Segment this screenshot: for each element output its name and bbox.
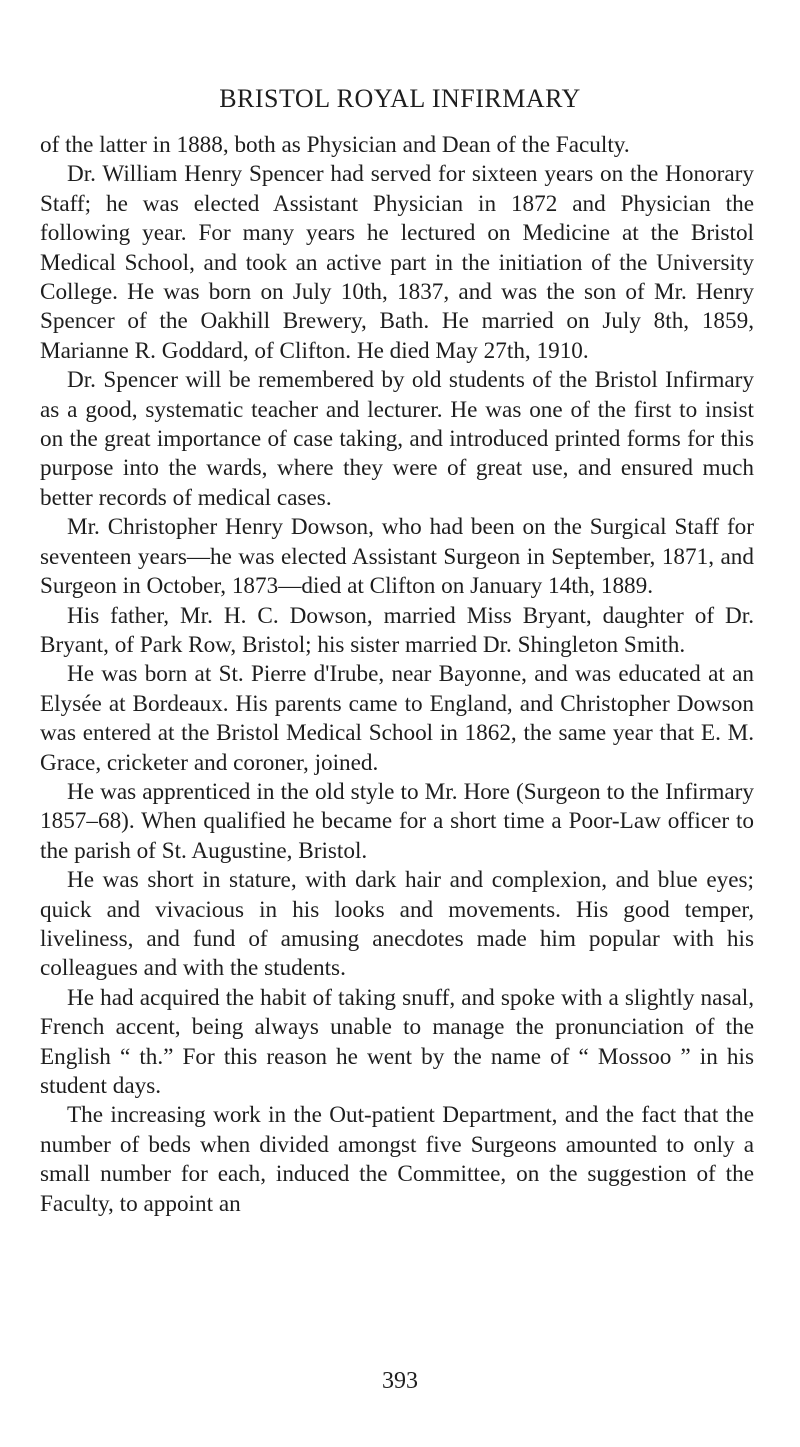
paragraph-dowson-family: His father, Mr. H. C. Dowson, married Miss Bryant, daughter of Dr. Bryant, of Park Row, Bristol; his sister married Dr. Shingleton Smith. (40, 602, 754, 658)
paragraph-dowson-apprenticeship: He was apprenticed in the old style to Mr. Hore (Surgeon to the Infirmary 1857–68). When qualified he became for a short time a Poor-Law officer to the parish of St. Augustine, Bristol. (40, 778, 754, 864)
body-text (40, 131, 754, 1219)
paragraph-dowson-intro: Mr. Christopher Henry Dowson, who had been on the Surgical Staff for seventeen years—he was elected Assistant Surgeon in September, 1871, and Surgeon in October, 1873—died at Clifton on January 14th, 1889. (40, 514, 754, 600)
paragraph-dowson-snuff: He had acquired the habit of taking snuff, and spoke with a slightly nasal, French accent, being always unable to manage the pronunciation of the English “ th.” For this reason he went by the name of “ Mossoo ” in his student days. (40, 984, 754, 1099)
paragraph-spencer-teacher: Dr. Spencer will be remembered by old students of the Bristol Infirmary as a good, systematic teacher and lecturer. He was one of the first to insist on the great importance of case taking, and introduced printed forms for this purpose into the wards, where they were of great use, and ensured much better records of medical cases. (40, 367, 754, 511)
paragraph-outpatient-department: The increasing work in the Out-patient Department, and the fact that the number of beds when divided amongst five Surgeons amounted to only a small number for each, induced the Committee, on the suggestion of the Faculty, to appoint an (40, 1102, 754, 1217)
paragraph-dowson-education: He was born at St. Pierre d'Irube, near Bayonne, and was educated at an Elysée at Bordeaux. His parents came to England, and Christopher Dowson was entered at the Bristol Medical School in 1862, the same year that E. M. Grace, cricketer and coroner, joined. (40, 661, 754, 776)
paragraph-continuation: of the latter in 1888, both as Physician and Dean of the Faculty. (40, 132, 630, 158)
running-title: BRISTOL ROYAL INFIRMARY (219, 84, 581, 113)
paragraph-spencer-career: Dr. William Henry Spencer had served for sixteen years on the Honorary Staff; he was elected Assistant Physician in 1872 and Physician the following year. For many years he lectured on Medicine at the Bristol Medical School, and took an active part in the initiation of the University College. He was born on July 10th, 1837, and was the son of Mr. Henry Spencer of the Oakhill Brewery, Bath. He married on July 8th, 1859, Marianne R. Goddard, of Clifton. He died May 27th, 1910. (40, 161, 754, 364)
page-number: 393 (382, 1368, 418, 1394)
paragraph-dowson-appearance: He was short in stature, with dark hair and complexion, and blue eyes; quick and vivacious in his looks and movements. His good temper, liveliness, and fund of amusing anecdotes made him popular with his colleagues and with the students. (40, 867, 754, 982)
